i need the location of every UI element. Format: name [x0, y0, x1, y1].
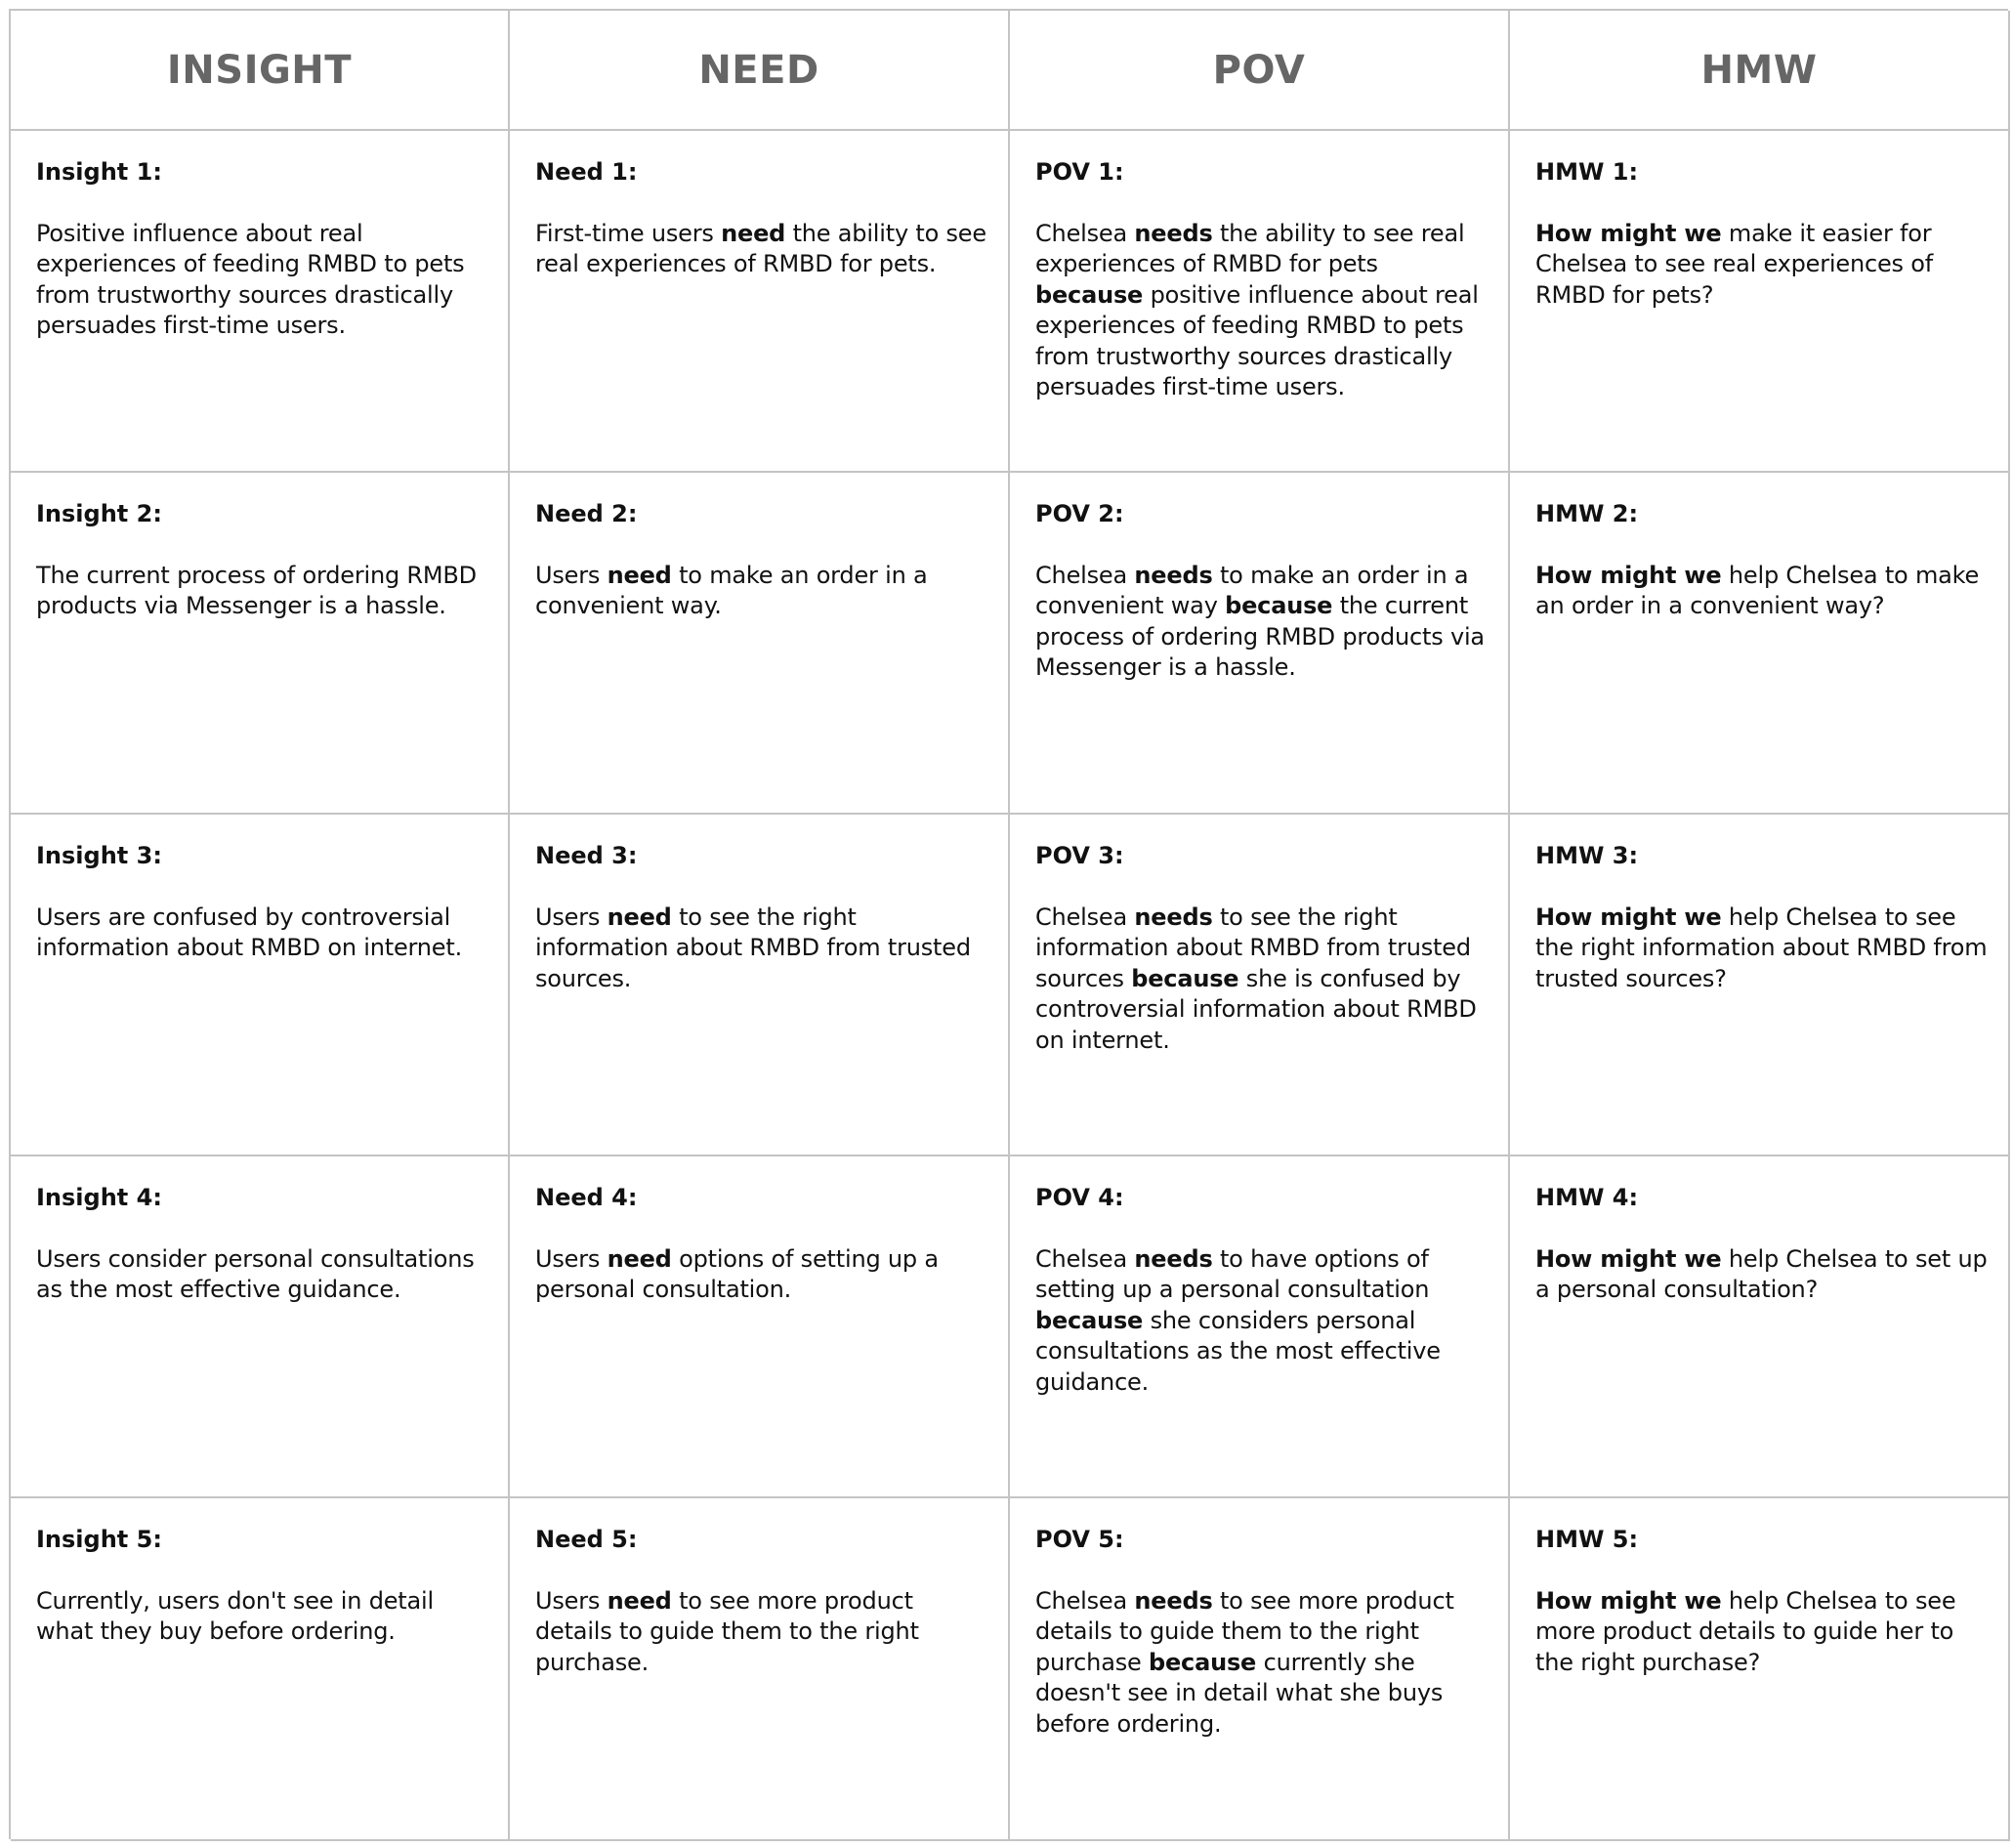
emphasis-keyword: needs: [1134, 903, 1213, 931]
need-cell: [510, 815, 1010, 1156]
cell-text: Currently, users don't see in detail what they buy before ordering.: [36, 1587, 434, 1646]
emphasis-keyword: needs: [1134, 220, 1213, 247]
cell-text: How might we help Chelsea to make an order in a convenient way?: [1535, 562, 1980, 620]
emphasis-keyword: How might we: [1535, 220, 1722, 247]
cell-label: HMW 2:: [1535, 500, 1639, 527]
cell-label: POV 3:: [1035, 842, 1124, 869]
pov-cell: [1010, 1156, 1510, 1498]
column-header-label: HMW: [1700, 47, 1818, 93]
emphasis-keyword: How might we: [1535, 903, 1722, 931]
cell-text: How might we help Chelsea to see the right information about RMBD from trusted sources?: [1535, 903, 1988, 992]
cell-label: Need 3:: [535, 842, 638, 869]
insight-cell: [11, 1156, 510, 1498]
cell-label: Insight 5:: [36, 1526, 162, 1553]
hmw-cell: [1510, 1156, 2010, 1498]
cell-text: First-time users need the ability to see real experiences of RMBD for pets.: [535, 220, 986, 278]
insight-need-pov-hmw-table: [9, 9, 2008, 1839]
pov-cell: [1010, 131, 1510, 473]
hmw-cell: [1510, 473, 2010, 815]
hmw-cell: [1510, 1498, 2010, 1841]
emphasis-keyword: need: [607, 1587, 672, 1615]
emphasis-keyword: needs: [1134, 1245, 1213, 1273]
column-header-insight: [11, 11, 510, 131]
cell-text: How might we help Chelsea to see more product details to guide her to the right purchase?: [1535, 1587, 1956, 1676]
emphasis-keyword: because: [1131, 964, 1239, 992]
cell-label: Need 2:: [535, 500, 638, 527]
pov-cell: [1010, 1498, 1510, 1841]
emphasis-keyword: need: [607, 903, 672, 931]
cell-label: Insight 4:: [36, 1184, 162, 1211]
column-header-pov: [1010, 11, 1510, 131]
cell-label: HMW 4:: [1535, 1184, 1639, 1211]
cell-text: Users consider personal consultations as the most effective guidance.: [36, 1245, 475, 1304]
cell-text: Positive influence about real experiences of feeding RMBD to pets from trustworthy sources drastically persuades first-time users.: [36, 220, 465, 340]
pov-cell: [1010, 473, 1510, 815]
cell-text: Users need options of setting up a personal consultation.: [535, 1245, 939, 1304]
cell-text: Users are confused by controversial information about RMBD on internet.: [36, 903, 463, 962]
cell-label: HMW 3:: [1535, 842, 1639, 869]
emphasis-keyword: needs: [1134, 562, 1213, 589]
need-cell: [510, 1156, 1010, 1498]
cell-text: Chelsea needs to make an order in a convenient way because the current process of ordering RMBD products via Messenger is a hassle.: [1035, 562, 1485, 682]
cell-label: POV 2:: [1035, 500, 1124, 527]
cell-label: POV 1:: [1035, 158, 1124, 186]
pov-cell: [1010, 815, 1510, 1156]
need-cell: [510, 473, 1010, 815]
cell-label: HMW 5:: [1535, 1526, 1639, 1553]
cell-text: Chelsea needs the ability to see real experiences of RMBD for pets because positive influence about real experiences of feeding RMBD to pets from trustworthy sources drastically persuades first-time users.: [1035, 220, 1479, 401]
cell-text: Chelsea needs to have options of setting up a personal consultation because she considers personal consultations as the most effective guidance.: [1035, 1245, 1441, 1396]
insight-cell: [11, 1498, 510, 1841]
cell-label: Insight 3:: [36, 842, 162, 869]
insight-cell: [11, 131, 510, 473]
cell-label: POV 4:: [1035, 1184, 1124, 1211]
emphasis-keyword: need: [607, 1245, 672, 1273]
emphasis-keyword: How might we: [1535, 562, 1722, 589]
cell-label: Insight 1:: [36, 158, 162, 186]
hmw-cell: [1510, 815, 2010, 1156]
need-cell: [510, 131, 1010, 473]
cell-text: The current process of ordering RMBD products via Messenger is a hassle.: [36, 562, 477, 620]
cell-text: Chelsea needs to see more product details to guide them to the right purchase because currently she doesn't see in detail what she buys before ordering.: [1035, 1587, 1454, 1738]
need-cell: [510, 1498, 1010, 1841]
cell-label: Need 4:: [535, 1184, 638, 1211]
cell-text: Users need to make an order in a convenient way.: [535, 562, 928, 620]
cell-text: Chelsea needs to see the right information about RMBD from trusted sources because she is confused by controversial information about RMBD on internet.: [1035, 903, 1477, 1054]
cell-text: How might we make it easier for Chelsea to see real experiences of RMBD for pets?: [1535, 220, 1933, 309]
insight-cell: [11, 473, 510, 815]
cell-text: Users need to see the right information about RMBD from trusted sources.: [535, 903, 971, 992]
emphasis-keyword: need: [721, 220, 786, 247]
emphasis-keyword: needs: [1134, 1587, 1213, 1615]
cell-text: Users need to see more product details to guide them to the right purchase.: [535, 1587, 919, 1676]
column-header-label: NEED: [698, 47, 819, 93]
emphasis-keyword: because: [1149, 1648, 1257, 1676]
emphasis-keyword: because: [1035, 1306, 1144, 1334]
cell-label: Need 1:: [535, 158, 638, 186]
cell-label: Insight 2:: [36, 500, 162, 527]
column-header-hmw: [1510, 11, 2010, 131]
emphasis-keyword: need: [607, 562, 672, 589]
cell-label: HMW 1:: [1535, 158, 1639, 186]
hmw-cell: [1510, 131, 2010, 473]
column-header-need: [510, 11, 1010, 131]
emphasis-keyword: because: [1225, 592, 1333, 620]
cell-label: POV 5:: [1035, 1526, 1124, 1553]
insight-cell: [11, 815, 510, 1156]
column-header-label: INSIGHT: [166, 47, 353, 93]
column-header-label: POV: [1212, 47, 1306, 93]
emphasis-keyword: How might we: [1535, 1245, 1722, 1273]
emphasis-keyword: How might we: [1535, 1587, 1722, 1615]
cell-label: Need 5:: [535, 1526, 638, 1553]
emphasis-keyword: because: [1035, 280, 1144, 309]
cell-text: How might we help Chelsea to set up a personal consultation?: [1535, 1245, 1988, 1304]
